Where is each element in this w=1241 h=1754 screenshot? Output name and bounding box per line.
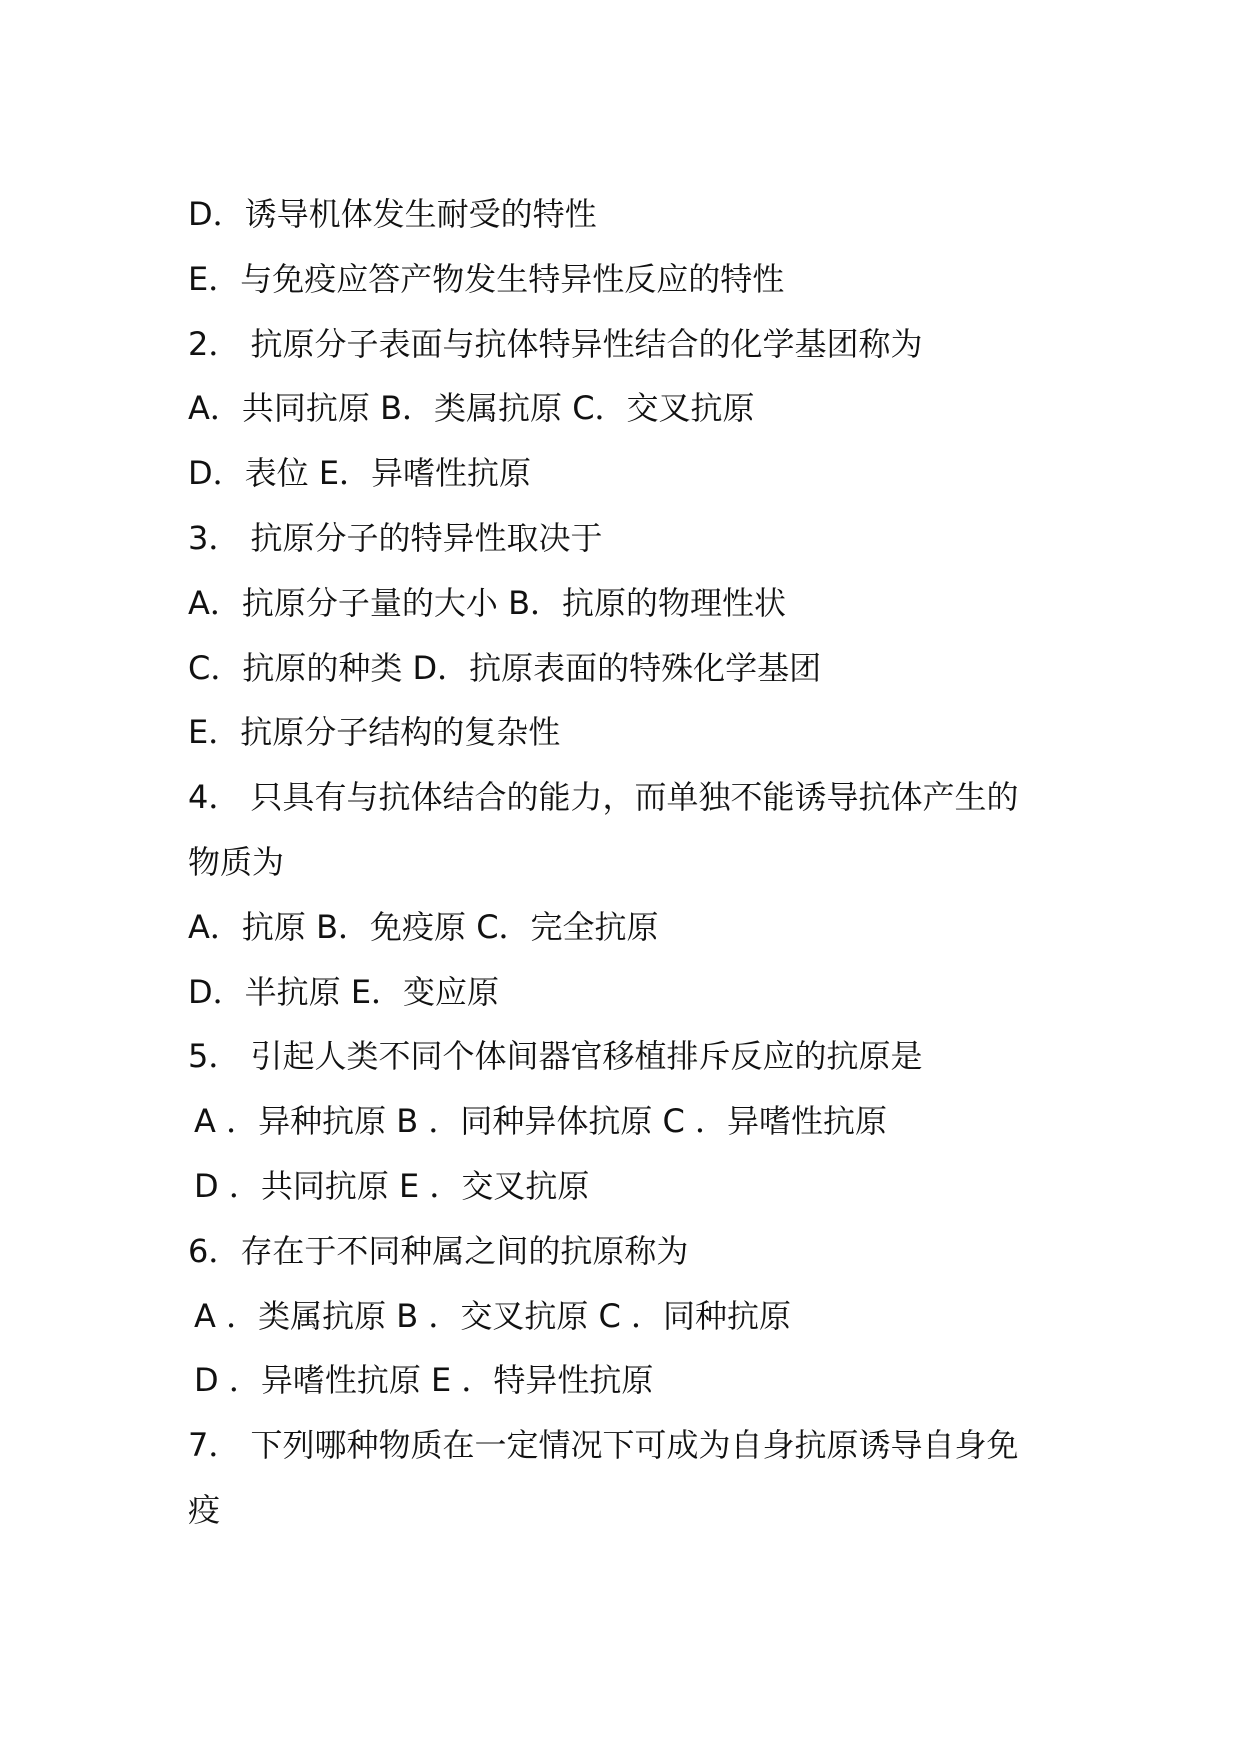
option-line: D．表位 E．异嗜性抗原	[188, 454, 532, 492]
question-line: 4． 只具有与抗体结合的能力，而单独不能诱导抗体产生的	[188, 778, 1019, 816]
question-line: 7． 下列哪种物质在一定情况下可成为自身抗原诱导自身免	[188, 1426, 1019, 1464]
option-line: A．抗原 B．免疫原 C．完全抗原	[188, 908, 659, 946]
option-line: A ．类属抗原 B ．交叉抗原 C ．同种抗原	[194, 1297, 792, 1335]
option-line: E．与免疫应答产物发生特异性反应的特性	[188, 260, 785, 298]
option-line: D ．异嗜性抗原 E ．特异性抗原	[194, 1361, 654, 1399]
option-line: D．半抗原 E．变应原	[188, 973, 500, 1011]
option-line: E．抗原分子结构的复杂性	[188, 713, 561, 751]
question-line: 3． 抗原分子的特异性取决于	[188, 519, 603, 557]
option-line: C．抗原的种类 D．抗原表面的特殊化学基团	[188, 649, 822, 687]
option-line: D．诱导机体发生耐受的特性	[188, 195, 597, 233]
question-line-continued: 疫	[188, 1491, 221, 1529]
option-line: A．抗原分子量的大小 B．抗原的物理性状	[188, 584, 787, 622]
option-line: D ．共同抗原 E ．交叉抗原	[194, 1167, 590, 1205]
option-line: A ．异种抗原 B ．同种异体抗原 C ．异嗜性抗原	[194, 1102, 888, 1140]
question-line: 2． 抗原分子表面与抗体特异性结合的化学基团称为	[188, 325, 923, 363]
option-line: A．共同抗原 B．类属抗原 C．交叉抗原	[188, 389, 755, 427]
question-line-continued: 物质为	[188, 843, 285, 881]
question-line: 5． 引起人类不同个体间器官移植排斥反应的抗原是	[188, 1037, 923, 1075]
question-line: 6．存在于不同种属之间的抗原称为	[188, 1232, 689, 1270]
